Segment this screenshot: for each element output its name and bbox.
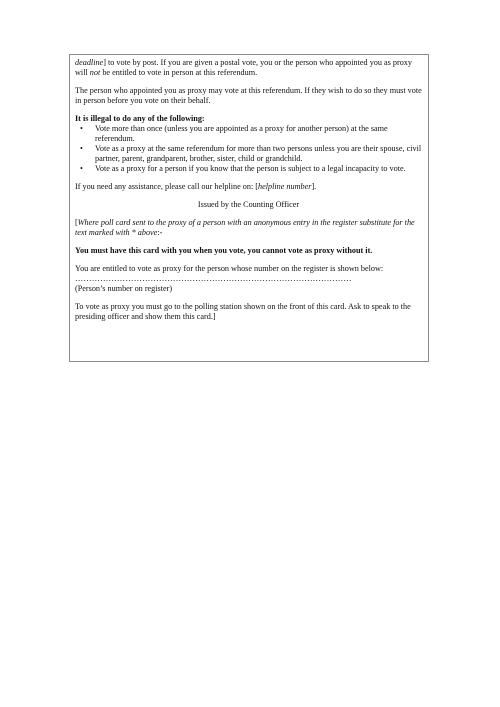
issued-by: Issued by the Counting Officer [197,200,300,209]
illegal-list [75,124,422,174]
bullet-icon: • [80,124,83,133]
polling-station-paragraph: To vote as proxy you must go to the polling station shown on the front of this card. Ask to speak to the presiding officer and show them this card.] [75,302,411,321]
persons-number-label: (Person’s number on register) [75,284,173,293]
postal-vote-paragraph: deadline] to vote by post. If you are given a postal vote, you or the person who appointed you as proxy will not be entitled to vote in person at this referendum. [75,58,412,77]
anonymous-entry-instruction: [Where poll card sent to the proxy of a person with an anonymous entry in the register substitute for the text marked with * above:- [75,218,415,237]
deadline-placeholder: deadline [75,58,104,67]
helpline-placeholder: helpline number [258,182,312,191]
list-item: • Vote as a proxy for a person if you know that the person is subject to a legal incapacity to vote. [80,164,406,173]
entitled-paragraph: You are entitled to vote as proxy for the person whose number on the register is shown below: [75,264,384,273]
poll-card-text [69,54,429,362]
register-number-dotted-line: ……………………………………………………………………………………… [75,274,352,283]
helpline-paragraph: If you need any assistance, please call our helpline on: [helpline number]. [75,182,317,191]
bullet-icon: • [80,144,83,153]
illegal-heading: It is illegal to do any of the following: [75,114,205,123]
list-item: • Vote more than once (unless you are appointed as a proxy for another person) at the same referendum. [80,124,388,143]
list-item: • Vote as a proxy at the same referendum for more than two persons unless you are their spouse, civil partner, parent, grandparent, brother, sister, child or grandchild. [80,144,422,163]
appointer-paragraph: The person who appointed you as proxy may vote at this referendum. If they wish to do so they must vote in person before you vote on their behalf. [75,86,422,105]
must-have-card-notice: You must have this card with you when you vote, you cannot vote as proxy without it. [75,246,373,255]
bullet-icon: • [80,164,83,173]
not-emphasis: not [89,68,101,77]
